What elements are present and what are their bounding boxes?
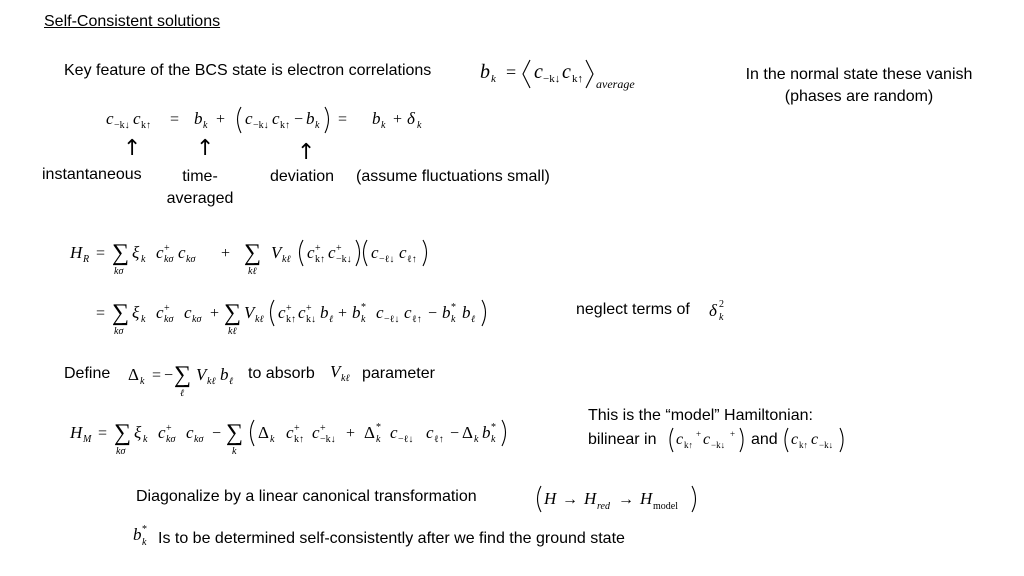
svg-text:b: b bbox=[372, 109, 381, 128]
svg-text:kσ: kσ bbox=[114, 266, 124, 277]
model-pair2-math bbox=[780, 424, 854, 456]
svg-text:c: c bbox=[156, 243, 164, 262]
svg-text:2: 2 bbox=[719, 299, 724, 310]
delta-definition-equation bbox=[124, 352, 244, 400]
svg-text:Δ: Δ bbox=[128, 365, 139, 384]
absorb-text: to absorb bbox=[248, 365, 315, 382]
svg-text:=: = bbox=[170, 111, 180, 128]
svg-text:kℓ: kℓ bbox=[228, 326, 237, 337]
svg-text:=: = bbox=[96, 245, 106, 262]
svg-text:Δ: Δ bbox=[364, 423, 375, 442]
svg-text:k: k bbox=[491, 73, 496, 85]
svg-text:−k↓: −k↓ bbox=[819, 440, 834, 450]
parameter-text: parameter bbox=[362, 365, 435, 382]
svg-text:−k↓: −k↓ bbox=[336, 254, 352, 265]
svg-text:kσ: kσ bbox=[164, 314, 174, 325]
svg-text:Δ: Δ bbox=[462, 423, 473, 442]
svg-text:∑: ∑ bbox=[174, 362, 192, 388]
svg-text:kσ: kσ bbox=[194, 434, 204, 445]
svg-text:k: k bbox=[417, 120, 422, 131]
svg-text:δ: δ bbox=[407, 109, 415, 128]
svg-text:k: k bbox=[141, 314, 146, 325]
svg-text:c: c bbox=[286, 423, 294, 442]
svg-text:∑: ∑ bbox=[112, 240, 130, 266]
svg-text:=: = bbox=[152, 367, 162, 384]
svg-text:δ: δ bbox=[709, 301, 717, 320]
svg-text:k↑: k↑ bbox=[684, 440, 693, 450]
svg-text:c: c bbox=[399, 243, 407, 262]
svg-text:k: k bbox=[491, 434, 496, 445]
svg-text:+: + bbox=[286, 303, 292, 314]
svg-text:H: H bbox=[584, 489, 597, 508]
svg-text:−k↓: −k↓ bbox=[711, 440, 726, 450]
svg-text:+: + bbox=[320, 423, 326, 434]
svg-text:k↑: k↑ bbox=[294, 434, 304, 445]
svg-text:c: c bbox=[811, 431, 819, 448]
svg-text:V: V bbox=[196, 365, 207, 384]
svg-text:k: k bbox=[474, 434, 479, 445]
svg-text:b: b bbox=[442, 303, 451, 322]
svg-text:k↓: k↓ bbox=[306, 314, 316, 325]
svg-text:k: k bbox=[376, 434, 381, 445]
svg-text:c: c bbox=[307, 243, 315, 262]
arrow-up-icon: ↑ bbox=[297, 140, 316, 165]
svg-text:b: b bbox=[352, 303, 361, 322]
label-deviation: deviation bbox=[270, 168, 335, 185]
svg-text:ℓ: ℓ bbox=[329, 314, 334, 325]
svg-text:kσ: kσ bbox=[192, 314, 202, 325]
svg-text:b: b bbox=[306, 109, 315, 128]
neglect-terms-text: neglect terms of bbox=[576, 301, 690, 318]
svg-text:c: c bbox=[178, 243, 186, 262]
svg-text:k: k bbox=[141, 254, 146, 265]
arrow-up-icon: ↑ bbox=[196, 136, 215, 161]
svg-text:→: → bbox=[562, 491, 578, 508]
svg-text:−k↓: −k↓ bbox=[114, 120, 130, 131]
svg-text:+: + bbox=[164, 303, 170, 314]
svg-text:k: k bbox=[719, 312, 724, 323]
svg-text:−ℓ↓: −ℓ↓ bbox=[384, 314, 400, 325]
svg-text:k: k bbox=[361, 314, 366, 325]
svg-text:b: b bbox=[133, 525, 142, 544]
svg-text:−: − bbox=[212, 425, 222, 442]
svg-text:kσ: kσ bbox=[166, 434, 176, 445]
hamiltonian-chain-math bbox=[532, 482, 712, 518]
svg-text:k: k bbox=[232, 446, 237, 457]
svg-text:b: b bbox=[462, 303, 471, 322]
svg-text:k↑: k↑ bbox=[280, 120, 290, 131]
svg-text:+: + bbox=[315, 243, 321, 254]
svg-text:Δ: Δ bbox=[258, 423, 269, 442]
svg-text:k: k bbox=[315, 120, 320, 131]
svg-text:c: c bbox=[278, 303, 286, 322]
svg-text:V: V bbox=[271, 243, 282, 262]
svg-text:ξ: ξ bbox=[132, 303, 140, 322]
svg-text:c: c bbox=[376, 303, 384, 322]
label-instantaneous: instantaneous bbox=[42, 166, 142, 183]
svg-text:k: k bbox=[140, 376, 145, 387]
svg-text:*: * bbox=[142, 524, 147, 535]
svg-text:∑: ∑ bbox=[226, 420, 244, 446]
svg-text:−: − bbox=[294, 111, 304, 128]
svg-text:−: − bbox=[428, 305, 438, 322]
normal-state-line2: (phases are random) bbox=[784, 88, 934, 105]
svg-text:b: b bbox=[220, 365, 229, 384]
svg-text:H: H bbox=[70, 243, 83, 262]
svg-text:∑: ∑ bbox=[224, 300, 242, 326]
svg-text:+: + bbox=[210, 305, 220, 322]
svg-text:b: b bbox=[480, 61, 490, 83]
svg-text:*: * bbox=[451, 302, 456, 313]
diagonalize-text: Diagonalize by a linear canonical transformation bbox=[136, 488, 477, 505]
svg-text:ℓ: ℓ bbox=[229, 376, 234, 387]
label-time-line2: averaged bbox=[166, 190, 234, 207]
svg-text:c: c bbox=[312, 423, 320, 442]
svg-text:c: c bbox=[298, 303, 306, 322]
svg-text:−ℓ↓: −ℓ↓ bbox=[398, 434, 414, 445]
svg-text:k: k bbox=[203, 120, 208, 131]
model-hamiltonian-line2-prefix: bilinear in bbox=[588, 431, 657, 448]
svg-text:*: * bbox=[361, 302, 366, 313]
svg-text:kℓ: kℓ bbox=[282, 254, 291, 265]
label-time-averaged bbox=[160, 168, 240, 208]
svg-text:c: c bbox=[245, 109, 253, 128]
svg-text:+: + bbox=[393, 111, 403, 128]
svg-text:model: model bbox=[653, 501, 678, 512]
svg-text:∑: ∑ bbox=[244, 240, 262, 266]
svg-text:+: + bbox=[166, 423, 172, 434]
svg-text:+: + bbox=[346, 425, 356, 442]
svg-text:k↑: k↑ bbox=[572, 73, 583, 85]
svg-text:ℓ↑: ℓ↑ bbox=[412, 314, 422, 325]
svg-text:kℓ: kℓ bbox=[207, 376, 216, 387]
svg-text:c: c bbox=[156, 303, 164, 322]
svg-text:+: + bbox=[730, 429, 736, 439]
key-feature-text: Key feature of the BCS state is electron correlations bbox=[64, 62, 432, 79]
svg-text:k↑: k↑ bbox=[315, 254, 325, 265]
svg-text:k: k bbox=[381, 120, 386, 131]
svg-text:V: V bbox=[330, 362, 341, 381]
svg-text:+: + bbox=[216, 111, 226, 128]
svg-text:+: + bbox=[164, 243, 170, 254]
normal-state-note bbox=[726, 66, 992, 106]
svg-text:V: V bbox=[244, 303, 255, 322]
svg-text:c: c bbox=[186, 423, 194, 442]
svg-text:=: = bbox=[98, 425, 108, 442]
define-text: Define bbox=[64, 365, 111, 382]
hr-expanded-equation bbox=[92, 290, 532, 340]
svg-text:ℓ: ℓ bbox=[471, 314, 476, 325]
svg-text:−k↓: −k↓ bbox=[253, 120, 269, 131]
svg-text:k: k bbox=[142, 537, 147, 548]
svg-text:ℓ↑: ℓ↑ bbox=[434, 434, 444, 445]
svg-text:b: b bbox=[320, 303, 329, 322]
svg-text:k: k bbox=[143, 434, 148, 445]
svg-text:+: + bbox=[306, 303, 312, 314]
svg-text:k↑: k↑ bbox=[286, 314, 296, 325]
svg-text:=: = bbox=[96, 305, 106, 322]
svg-text:kℓ: kℓ bbox=[341, 373, 350, 384]
svg-text:+: + bbox=[696, 429, 702, 439]
svg-text:ξ: ξ bbox=[134, 423, 142, 442]
svg-text:kσ: kσ bbox=[164, 254, 174, 265]
svg-text:ℓ↑: ℓ↑ bbox=[407, 254, 417, 265]
svg-text:−k↓: −k↓ bbox=[320, 434, 336, 445]
hm-equation bbox=[66, 410, 526, 460]
svg-text:H: H bbox=[640, 489, 653, 508]
svg-text:+: + bbox=[294, 423, 300, 434]
svg-text:c: c bbox=[106, 109, 114, 128]
svg-text:c: c bbox=[328, 243, 336, 262]
bk-star-math bbox=[130, 520, 158, 552]
svg-text:c: c bbox=[272, 109, 280, 128]
svg-text:M: M bbox=[83, 434, 92, 445]
svg-text:b: b bbox=[194, 109, 203, 128]
svg-text:H: H bbox=[544, 489, 557, 508]
svg-text:k: k bbox=[451, 314, 456, 325]
svg-text:−: − bbox=[450, 425, 460, 442]
svg-text:b: b bbox=[482, 423, 491, 442]
hr-equation bbox=[66, 230, 456, 280]
svg-text:∑: ∑ bbox=[114, 420, 132, 446]
svg-text:red: red bbox=[597, 501, 610, 512]
svg-text:−k↓: −k↓ bbox=[543, 73, 561, 85]
bk-definition-equation bbox=[476, 52, 666, 94]
arrow-up-icon: ↑ bbox=[123, 136, 142, 161]
svg-text:*: * bbox=[376, 422, 381, 433]
label-assume-small: (assume fluctuations small) bbox=[356, 168, 550, 185]
svg-text:kσ: kσ bbox=[186, 254, 196, 265]
svg-text:*: * bbox=[491, 422, 496, 433]
delta-squared-math bbox=[706, 294, 740, 324]
normal-state-line1: In the normal state these vanish bbox=[745, 66, 973, 83]
svg-text:ξ: ξ bbox=[132, 243, 140, 262]
svg-text:→: → bbox=[618, 491, 634, 508]
svg-text:c: c bbox=[158, 423, 166, 442]
svg-text:c: c bbox=[791, 431, 799, 448]
svg-text:H: H bbox=[70, 423, 83, 442]
svg-text:c: c bbox=[133, 109, 141, 128]
label-time-line1: time- bbox=[182, 168, 218, 185]
svg-text:R: R bbox=[83, 254, 90, 265]
svg-text:kℓ: kℓ bbox=[255, 314, 264, 325]
svg-text:=: = bbox=[338, 111, 348, 128]
svg-text:c: c bbox=[404, 303, 412, 322]
svg-text:average: average bbox=[596, 77, 635, 91]
svg-text:c: c bbox=[426, 423, 434, 442]
svg-text:ℓ: ℓ bbox=[180, 388, 185, 399]
svg-text:−ℓ↓: −ℓ↓ bbox=[379, 254, 395, 265]
svg-text:kσ: kσ bbox=[114, 326, 124, 337]
svg-text:kσ: kσ bbox=[116, 446, 126, 457]
model-hamiltonian-line1: This is the “model” Hamiltonian: bbox=[588, 407, 813, 424]
svg-text:c: c bbox=[390, 423, 398, 442]
slide-title: Self-Consistent solutions bbox=[44, 13, 221, 30]
model-pair1-math bbox=[666, 424, 756, 456]
svg-text:kℓ: kℓ bbox=[248, 266, 257, 277]
svg-text:c: c bbox=[184, 303, 192, 322]
svg-text:k: k bbox=[270, 434, 275, 445]
model-and-text: and bbox=[751, 431, 778, 448]
svg-text:k↑: k↑ bbox=[141, 120, 151, 131]
decomposition-equation bbox=[100, 98, 440, 140]
vkl-math bbox=[328, 360, 358, 386]
svg-text:c: c bbox=[534, 61, 543, 83]
svg-text:∑: ∑ bbox=[112, 300, 130, 326]
svg-text:+: + bbox=[221, 245, 231, 262]
svg-text:+: + bbox=[338, 305, 348, 322]
svg-text:c: c bbox=[562, 61, 571, 83]
svg-text:c: c bbox=[676, 431, 684, 448]
svg-text:k↑: k↑ bbox=[799, 440, 808, 450]
svg-text:−: − bbox=[164, 367, 174, 384]
svg-text:=: = bbox=[506, 62, 517, 82]
svg-text:c: c bbox=[703, 431, 711, 448]
svg-text:c: c bbox=[371, 243, 379, 262]
self-consistent-text: Is to be determined self-consistently after we find the ground state bbox=[158, 530, 625, 547]
svg-text:+: + bbox=[336, 243, 342, 254]
